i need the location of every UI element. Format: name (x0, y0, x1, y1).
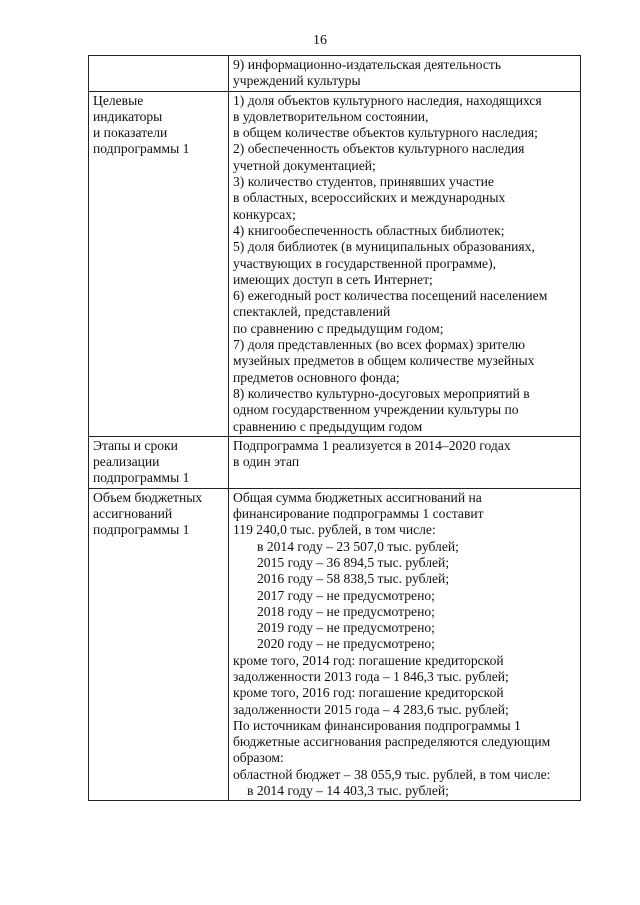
row-value-line: имеющих доступ в сеть Интернет; (233, 271, 433, 287)
row-value-line: в общем количестве объектов культурного наследия; (233, 125, 538, 141)
row-value-cell (229, 56, 581, 92)
row-label-cell (89, 56, 229, 92)
row-value-line: областной бюджет – 38 055,9 тыс. рублей, в том числе: (233, 766, 551, 782)
row-label-cell (89, 488, 229, 801)
row-value-line: 5) доля библиотек (в муниципальных образованиях, (233, 239, 535, 255)
row-value-cell (229, 488, 581, 801)
row-value-line: 2) обеспеченность объектов культурного наследия (233, 141, 525, 157)
row-value-line: По источникам финансирования подпрограммы 1 (233, 717, 521, 733)
row-value-line: в удовлетворительном состоянии, (233, 108, 429, 124)
row-value-line: бюджетные ассигнования распределяются следующим (233, 734, 551, 750)
row-value-line: участвующих в государственной программе), (233, 255, 497, 271)
row-value-line: 2020 году – не предусмотрено; (257, 636, 435, 652)
table-body (89, 56, 581, 801)
row-label-line: индикаторы (93, 108, 163, 124)
row-value-line: 2017 году – не предусмотрено; (257, 587, 435, 603)
row-label-line: реализации (93, 454, 160, 470)
row-value-line: 7) доля представленных (во всех формах) зрителю (233, 337, 526, 353)
row-value-cell (229, 91, 581, 436)
row-value-line: 3) количество студентов, принявших участие (233, 174, 494, 190)
row-label-cell (89, 436, 229, 488)
row-value-line: 6) ежегодный рост количества посещений населением (233, 288, 548, 304)
row-value-line: 8) количество культурно-досуговых мероприятий в (233, 385, 530, 401)
table-row (89, 56, 581, 92)
row-value-line: в один этап (233, 454, 300, 470)
row-value-line: учреждений культуры (233, 73, 361, 89)
row-value-line: спектаклей, представлений (233, 304, 391, 320)
row-value-line: в 2014 году – 23 507,0 тыс. рублей; (257, 538, 459, 554)
row-value-line: конкурсах; (233, 206, 296, 222)
subprogram-passport-table (88, 55, 581, 801)
row-value-line: задолженности 2013 года – 1 846,3 тыс. рублей; (233, 668, 509, 684)
row-label-line: подпрограммы 1 (93, 470, 190, 486)
row-value-line: 4) книгообеспеченность областных библиотек; (233, 222, 505, 238)
row-label-line: подпрограммы 1 (93, 522, 190, 538)
row-value-line: Подпрограмма 1 реализуется в 2014–2020 годах (233, 437, 511, 453)
row-value-line: по сравнению с предыдущим годом; (233, 320, 444, 336)
row-value-line: кроме того, 2014 год: погашение кредиторской (233, 652, 504, 668)
row-label-line: подпрограммы 1 (93, 141, 190, 157)
row-value-line: задолженности 2015 года – 4 283,6 тыс. рублей; (233, 701, 509, 717)
row-label-line: и показатели (93, 125, 168, 141)
row-value-line: 2018 году – не предусмотрено; (257, 603, 435, 619)
row-label-line: Объем бюджетных (93, 489, 203, 505)
row-value-line: образом: (233, 750, 284, 766)
row-value-line: 2019 году – не предусмотрено; (257, 620, 435, 636)
row-value-line: кроме того, 2016 год: погашение кредиторской (233, 685, 504, 701)
row-value-line: учетной документацией; (233, 157, 376, 173)
row-value-line: 2015 году – 36 894,5 тыс. рублей; (257, 554, 450, 570)
row-value-line: Общая сумма бюджетных ассигнований на (233, 489, 482, 505)
row-value-line: музейных предметов в общем количестве музейных (233, 353, 535, 369)
row-value-line: предметов основного фонда; (233, 369, 400, 385)
row-value-line: 1) доля объектов культурного наследия, находящихся (233, 92, 542, 108)
table-row (89, 436, 581, 488)
row-value-line: одном государственном учреждении культуры по (233, 402, 519, 418)
row-value-line: 9) информационно-издательская деятельность (233, 57, 502, 72)
table-row (89, 91, 581, 436)
row-value-line: 119 240,0 тыс. рублей, в том числе: (233, 522, 436, 538)
row-value-line: финансирование подпрограммы 1 составит (233, 506, 484, 522)
row-label-line: ассигнований (93, 506, 173, 522)
row-label-cell (89, 91, 229, 436)
row-label-line: Этапы и сроки (93, 437, 178, 453)
row-value-line: 2016 году – 58 838,5 тыс. рублей; (257, 571, 450, 587)
row-value-line: сравнению с предыдущим годом (233, 418, 423, 434)
page-number: 16 (313, 33, 327, 48)
row-label-line: Целевые (93, 92, 144, 108)
row-value-cell (229, 436, 581, 488)
row-value-line: в областных, всероссийских и международных (233, 190, 506, 206)
table-row (89, 488, 581, 801)
row-value-line: в 2014 году – 14 403,3 тыс. рублей; (247, 783, 449, 799)
